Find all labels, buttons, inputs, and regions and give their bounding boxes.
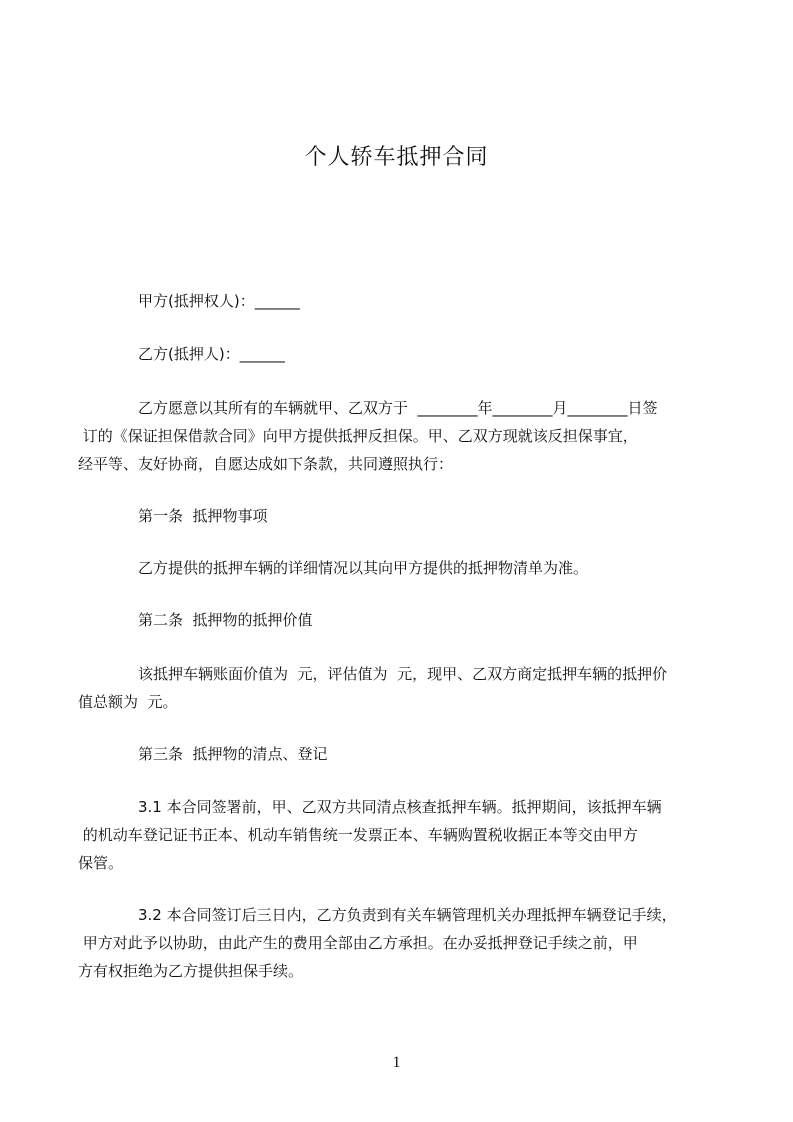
article-1-heading: 第一条 抵押物事项 bbox=[138, 507, 268, 525]
document-title: 个人轿车抵押合同 bbox=[304, 145, 489, 170]
article-2-line: 该抵押车辆账面价值为 元，评估值为 元，现甲、乙双方商定抵押车辆的抵押价 bbox=[138, 665, 668, 683]
article-3-heading: 第三条 抵押物的清点、登记 bbox=[138, 745, 328, 763]
article-1-body: 乙方提供的抵押车辆的详细情况以其向甲方提供的抵押物清单为准。 bbox=[138, 559, 589, 577]
clause-3-1-line: 3.1 本合同签署前，甲、乙双方共同清点核查抵押车辆。抵押期间，该抵押车辆 bbox=[138, 798, 662, 816]
article-2-line: 值总额为 元。 bbox=[78, 693, 178, 711]
clause-3-2-line: 甲方对此予以协助，由此产生的费用全部由乙方承担。在办妥抵押登记手续之前，甲 bbox=[78, 934, 638, 952]
page-number: 1 bbox=[392, 1054, 401, 1071]
preamble-line: 订的《保证担保借款合同》向甲方提供抵押反担保。甲、乙双方现就该反担保事宜， bbox=[78, 427, 638, 445]
clause-3-2-line: 方有权拒绝为乙方提供担保手续。 bbox=[78, 962, 304, 980]
preamble-line: 乙方愿意以其所有的车辆就甲、乙双方于 ________年________月________日签 bbox=[138, 399, 658, 417]
clause-3-1-line: 的机动车登记证书正本、机动车销售统一发票正本、车辆购置税收据正本等交由甲方 bbox=[78, 826, 638, 844]
party-a-line: 甲方(抵押权人)：______ bbox=[138, 292, 300, 310]
clause-3-1-line: 保管。 bbox=[78, 854, 124, 872]
party-b-line: 乙方(抵押人)：______ bbox=[138, 345, 285, 363]
article-2-heading: 第二条 抵押物的抵押价值 bbox=[138, 611, 313, 629]
clause-3-2-line: 3.2 本合同签订后三日内，乙方负责到有关车辆管理机关办理抵押车辆登记手续， bbox=[138, 906, 677, 924]
preamble-line: 经平等、友好协商，自愿达成如下条款，共同遵照执行： bbox=[78, 455, 454, 473]
